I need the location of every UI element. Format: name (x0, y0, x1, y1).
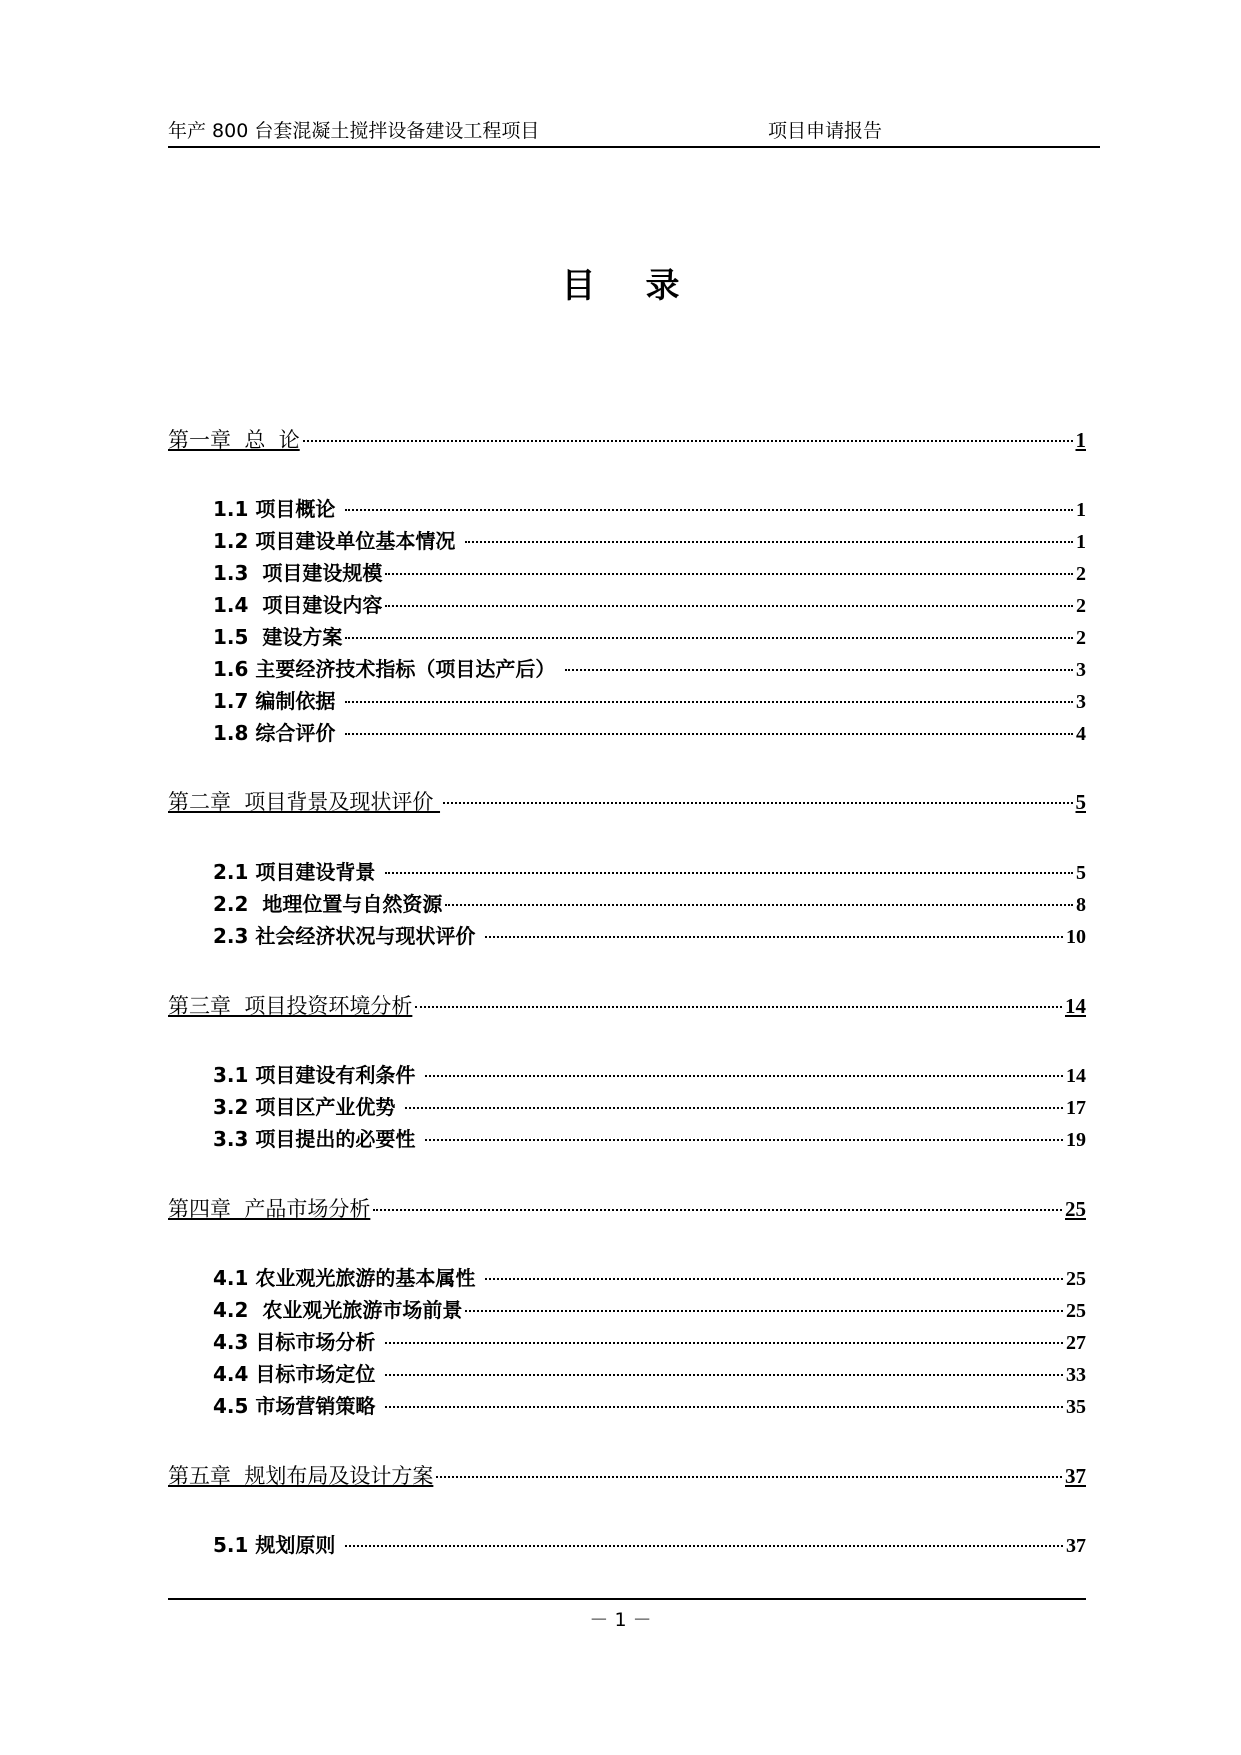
toc-section-3-1[interactable] (213, 1060, 1086, 1090)
toc-section-1-7[interactable] (213, 686, 1086, 716)
toc-page-number: 17 (1066, 1097, 1086, 1119)
toc-entry-label: 第三章 项目投资环境分析 (168, 994, 413, 1018)
toc-leader-dots (465, 1310, 1063, 1312)
toc-entry-label: 第一章 总 论 (168, 428, 300, 452)
toc-entry-label: 1.1 项目概论 (213, 497, 343, 521)
toc-section-2-3[interactable] (213, 921, 1086, 951)
toc-leader-dots (385, 1406, 1063, 1408)
toc-entry-label: 1.2 项目建设单位基本情况 (213, 529, 463, 553)
toc-entry-label: 2.1 项目建设背景 (213, 860, 383, 884)
toc-chapter-1[interactable] (168, 425, 1086, 455)
toc-page-number: 5 (1075, 790, 1086, 814)
toc-leader-dots (425, 1075, 1063, 1077)
toc-section-4-2[interactable] (213, 1295, 1086, 1325)
toc-leader-dots (385, 1374, 1063, 1376)
toc-section-5-1[interactable] (213, 1530, 1086, 1560)
toc-leader-dots (385, 605, 1073, 607)
toc-entry-label: 3.1 项目建设有利条件 (213, 1063, 423, 1087)
toc-section-1-8[interactable] (213, 718, 1086, 748)
toc-leader-dots (485, 1278, 1063, 1280)
toc-page-number: 27 (1066, 1332, 1086, 1354)
toc-leader-dots (465, 541, 1073, 543)
toc-entry-label: 4.1 农业观光旅游的基本属性 (213, 1266, 483, 1290)
toc-entry-label: 1.3 项目建设规模 (213, 561, 383, 585)
toc-page-number: 2 (1076, 627, 1086, 649)
toc-page-number: 2 (1076, 595, 1086, 617)
footer-rule (168, 1598, 1086, 1600)
toc-section-4-1[interactable] (213, 1263, 1086, 1293)
toc-leader-dots (485, 936, 1063, 938)
toc-section-1-2[interactable] (213, 526, 1086, 556)
page-header (168, 116, 1100, 148)
toc-title: 目录 (561, 266, 730, 306)
toc-entry-label: 1.7 编制依据 (213, 689, 343, 713)
toc-section-4-4[interactable] (213, 1359, 1086, 1389)
page-number: － 1 － (589, 1609, 652, 1631)
toc-leader-dots (303, 440, 1073, 442)
toc-leader-dots (385, 1342, 1063, 1344)
toc-page-number: 10 (1066, 926, 1086, 948)
toc-page-number: 37 (1065, 1464, 1086, 1488)
toc-leader-dots (345, 637, 1073, 639)
toc-leader-dots (445, 904, 1073, 906)
toc-leader-dots (373, 1209, 1062, 1211)
toc-entry-label: 5.1 规划原则 (213, 1533, 343, 1557)
toc-section-4-3[interactable] (213, 1327, 1086, 1357)
toc-page-number: 35 (1066, 1396, 1086, 1418)
toc-leader-dots (385, 573, 1073, 575)
toc-leader-dots (345, 1545, 1063, 1547)
toc-leader-dots (405, 1107, 1063, 1109)
toc-leader-dots (443, 802, 1072, 804)
toc-page-number: 25 (1066, 1268, 1086, 1290)
toc-entry-label: 4.5 市场营销策略 (213, 1394, 383, 1418)
toc-page-number: 1 (1076, 499, 1086, 521)
toc-page-number: 8 (1076, 894, 1086, 916)
toc-entry-label: 第五章 规划布局及设计方案 (168, 1464, 434, 1488)
toc-page-number: 4 (1076, 723, 1086, 745)
toc-page-number: 25 (1066, 1300, 1086, 1322)
toc-leader-dots (385, 872, 1073, 874)
toc-section-2-2[interactable] (213, 889, 1086, 919)
toc-page-number: 14 (1065, 994, 1086, 1018)
toc-page-number: 14 (1066, 1065, 1086, 1087)
toc-entry-label: 第二章 项目背景及现状评价 (168, 790, 441, 814)
toc-entry-label: 1.8 综合评价 (213, 721, 343, 745)
toc-entry-label: 1.4 项目建设内容 (213, 593, 383, 617)
toc-page-number: 1 (1076, 531, 1086, 553)
toc-page-number: 2 (1076, 563, 1086, 585)
toc-entry-label: 4.3 目标市场分析 (213, 1330, 383, 1354)
toc-entry-label: 3.3 项目提出的必要性 (213, 1127, 423, 1151)
toc-entry-label: 4.2 农业观光旅游市场前景 (213, 1298, 463, 1322)
toc-leader-dots (345, 701, 1073, 703)
toc-page-number: 5 (1076, 862, 1086, 884)
header-document-type: 项目申请报告 (768, 120, 883, 142)
toc-entry-label: 2.3 社会经济状况与现状评价 (213, 924, 483, 948)
toc-entry-label: 2.2 地理位置与自然资源 (213, 892, 443, 916)
toc-page-number: 25 (1065, 1197, 1086, 1221)
toc-section-1-6[interactable] (213, 654, 1086, 684)
toc-leader-dots (565, 669, 1073, 671)
toc-page-number: 1 (1075, 428, 1086, 452)
toc-section-4-5[interactable] (213, 1391, 1086, 1421)
toc-chapter-3[interactable] (168, 991, 1086, 1021)
toc-leader-dots (436, 1476, 1062, 1478)
toc-section-3-3[interactable] (213, 1124, 1086, 1154)
toc-entry-label: 1.6 主要经济技术指标（项目达产后） (213, 657, 563, 681)
toc-section-1-1[interactable] (213, 494, 1086, 524)
toc-entry-label: 1.5 建设方案 (213, 625, 343, 649)
toc-section-2-1[interactable] (213, 857, 1086, 887)
toc-chapter-2[interactable] (168, 787, 1086, 817)
toc-chapter-4[interactable] (168, 1194, 1086, 1224)
toc-section-1-4[interactable] (213, 590, 1086, 620)
toc-section-1-5[interactable] (213, 622, 1086, 652)
toc-entry-label: 4.4 目标市场定位 (213, 1362, 383, 1386)
toc-page-number: 33 (1066, 1364, 1086, 1386)
toc-page-number: 19 (1066, 1129, 1086, 1151)
toc-entry-label: 3.2 项目区产业优势 (213, 1095, 403, 1119)
toc-entry-label: 第四章 产品市场分析 (168, 1197, 371, 1221)
toc-leader-dots (425, 1139, 1063, 1141)
header-project-title: 年产 800 台套混凝土搅拌设备建设工程项目 (168, 120, 540, 142)
toc-section-3-2[interactable] (213, 1092, 1086, 1122)
toc-page-number: 37 (1066, 1535, 1086, 1557)
toc-section-1-3[interactable] (213, 558, 1086, 588)
toc-leader-dots (345, 733, 1073, 735)
toc-chapter-5[interactable] (168, 1461, 1086, 1491)
toc-page-number: 3 (1076, 691, 1086, 713)
toc-leader-dots (345, 509, 1073, 511)
toc-leader-dots (415, 1006, 1062, 1008)
toc-page-number: 3 (1076, 659, 1086, 681)
